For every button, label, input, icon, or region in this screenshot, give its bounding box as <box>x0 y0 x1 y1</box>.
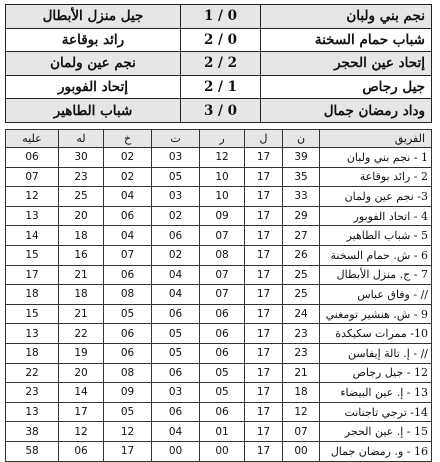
goals-for-cell: 20 <box>59 363 104 383</box>
team-name: 6 - ش. حمام السخنة <box>320 245 432 265</box>
points-cell: 29 <box>283 206 320 226</box>
standings-row <box>6 422 432 442</box>
goals-for-cell: 21 <box>59 304 104 324</box>
away-team: جيل منزل الأبطال <box>6 5 181 29</box>
away-team: رائد بوقاعة <box>6 28 181 52</box>
match-row <box>6 5 432 29</box>
goals-for-cell: 18 <box>59 285 104 305</box>
points-cell: 23 <box>283 324 320 344</box>
played-cell: 17 <box>245 245 283 265</box>
team-name: 7 - ج. منزل الأبطال <box>320 265 432 285</box>
standings-row <box>6 265 432 285</box>
goals-against-cell: 38 <box>6 422 59 442</box>
drawn-cell: 05 <box>152 324 200 344</box>
points-cell: 26 <box>283 245 320 265</box>
drawn-cell: 03 <box>152 187 200 207</box>
goals-for-cell: 25 <box>59 187 104 207</box>
drawn-cell: 06 <box>152 304 200 324</box>
match-score: 2 / 2 <box>181 52 261 76</box>
match-results-table <box>5 4 432 123</box>
team-name: 14- ترجي تاجنانت <box>320 402 432 422</box>
drawn-cell: 04 <box>152 422 200 442</box>
lost-cell: 08 <box>104 363 152 383</box>
goals-against-cell: 12 <box>6 187 59 207</box>
goals-for-cell: 19 <box>59 343 104 363</box>
lost-cell: 06 <box>104 206 152 226</box>
standings-row <box>6 285 432 305</box>
drawn-cell: 05 <box>152 343 200 363</box>
match-score: 2 / 1 <box>181 75 261 99</box>
goals-for-cell: 20 <box>59 206 104 226</box>
team-name: 9 - ش. هنشير تومغني <box>320 304 432 324</box>
standings-table <box>5 129 432 462</box>
standings-header <box>6 130 432 148</box>
played-cell: 17 <box>245 422 283 442</box>
played-cell: 17 <box>245 265 283 285</box>
away-team: نجم عين ولمان <box>6 52 181 76</box>
away-team: شباب الطاهير <box>6 99 181 123</box>
standings-row <box>6 441 432 461</box>
drawn-cell: 00 <box>152 441 200 461</box>
played-cell: 17 <box>245 304 283 324</box>
points-cell: 33 <box>283 187 320 207</box>
standings-row <box>6 383 432 403</box>
header-team: الفريق <box>320 130 432 148</box>
goals-for-cell: 16 <box>59 245 104 265</box>
team-name: // - وفاق عباس <box>320 285 432 305</box>
lost-cell: 05 <box>104 304 152 324</box>
lost-cell: 09 <box>104 383 152 403</box>
goals-for-cell: 22 <box>59 324 104 344</box>
lost-cell: 17 <box>104 441 152 461</box>
lost-cell: 06 <box>104 265 152 285</box>
points-cell: 39 <box>283 148 320 168</box>
standings-row <box>6 226 432 246</box>
points-cell: 00 <box>283 441 320 461</box>
drawn-cell: 05 <box>152 167 200 187</box>
won-cell: 08 <box>200 245 245 265</box>
goals-against-cell: 22 <box>6 363 59 383</box>
goals-against-cell: 13 <box>6 402 59 422</box>
lost-cell: 08 <box>104 285 152 305</box>
played-cell: 17 <box>245 441 283 461</box>
header-points: ن <box>283 130 320 148</box>
points-cell: 23 <box>283 343 320 363</box>
drawn-cell: 03 <box>152 148 200 168</box>
goals-against-cell: 14 <box>6 226 59 246</box>
lost-cell: 05 <box>104 402 152 422</box>
header-drawn: ت <box>152 130 200 148</box>
goals-against-cell: 18 <box>6 343 59 363</box>
match-score: 3 / 0 <box>181 99 261 123</box>
played-cell: 17 <box>245 324 283 344</box>
lost-cell: 12 <box>104 422 152 442</box>
goals-against-cell: 07 <box>6 167 59 187</box>
points-cell: 27 <box>283 226 320 246</box>
match-row <box>6 75 432 99</box>
won-cell: 06 <box>200 402 245 422</box>
team-name: 3- نجم عين ولمان <box>320 187 432 207</box>
points-cell: 12 <box>283 402 320 422</box>
points-cell: 21 <box>283 363 320 383</box>
played-cell: 17 <box>245 343 283 363</box>
goals-for-cell: 17 <box>59 402 104 422</box>
standings-row <box>6 363 432 383</box>
drawn-cell: 06 <box>152 226 200 246</box>
drawn-cell: 02 <box>152 245 200 265</box>
goals-for-cell: 21 <box>59 265 104 285</box>
team-name: 1 - نجم بني ولبان <box>320 148 432 168</box>
standings-row <box>6 187 432 207</box>
home-team: جيل رجاص <box>261 75 432 99</box>
goals-against-cell: 18 <box>6 285 59 305</box>
standings-row <box>6 206 432 226</box>
played-cell: 17 <box>245 187 283 207</box>
points-cell: 24 <box>283 304 320 324</box>
won-cell: 07 <box>200 226 245 246</box>
standings-row <box>6 245 432 265</box>
points-cell: 25 <box>283 265 320 285</box>
match-score: 2 / 0 <box>181 28 261 52</box>
played-cell: 17 <box>245 363 283 383</box>
lost-cell: 04 <box>104 187 152 207</box>
standings-body <box>6 148 432 462</box>
drawn-cell: 02 <box>152 206 200 226</box>
goals-for-cell: 18 <box>59 226 104 246</box>
played-cell: 17 <box>245 148 283 168</box>
match-row <box>6 28 432 52</box>
goals-against-cell: 58 <box>6 441 59 461</box>
points-cell: 07 <box>283 422 320 442</box>
won-cell: 12 <box>200 148 245 168</box>
team-name: // - إ. تالة إيفاسن <box>320 343 432 363</box>
home-team: نجم بني ولبان <box>261 5 432 29</box>
home-team: وداد رمضان جمال <box>261 99 432 123</box>
goals-for-cell: 14 <box>59 383 104 403</box>
played-cell: 17 <box>245 167 283 187</box>
team-name: 4 - اتحاد الفوبور <box>320 206 432 226</box>
team-name: 15 - إ. عين الحجر <box>320 422 432 442</box>
goals-for-cell: 23 <box>59 167 104 187</box>
won-cell: 10 <box>200 167 245 187</box>
drawn-cell: 06 <box>152 363 200 383</box>
goals-against-cell: 13 <box>6 324 59 344</box>
points-cell: 25 <box>283 285 320 305</box>
team-name: 16 - و. رمضان جمال <box>320 441 432 461</box>
points-cell: 18 <box>283 383 320 403</box>
goals-for-cell: 30 <box>59 148 104 168</box>
played-cell: 17 <box>245 402 283 422</box>
match-score: 1 / 0 <box>181 5 261 29</box>
drawn-cell: 04 <box>152 285 200 305</box>
team-name: 10- ممرات سكيكدة <box>320 324 432 344</box>
played-cell: 17 <box>245 206 283 226</box>
standings-header-row <box>6 130 432 148</box>
standings-row <box>6 343 432 363</box>
goals-against-cell: 23 <box>6 383 59 403</box>
goals-for-cell: 06 <box>59 441 104 461</box>
header-goals-against: عليه <box>6 130 59 148</box>
drawn-cell: 06 <box>152 402 200 422</box>
won-cell: 01 <box>200 422 245 442</box>
won-cell: 06 <box>200 324 245 344</box>
home-team: شباب حمام السخنة <box>261 28 432 52</box>
lost-cell: 02 <box>104 167 152 187</box>
goals-against-cell: 17 <box>6 265 59 285</box>
won-cell: 05 <box>200 383 245 403</box>
goals-for-cell: 12 <box>59 422 104 442</box>
standings-row <box>6 324 432 344</box>
match-results-body <box>6 5 432 123</box>
goals-against-cell: 06 <box>6 148 59 168</box>
drawn-cell: 03 <box>152 383 200 403</box>
played-cell: 17 <box>245 383 283 403</box>
lost-cell: 04 <box>104 226 152 246</box>
played-cell: 17 <box>245 226 283 246</box>
points-cell: 35 <box>283 167 320 187</box>
team-name: 5 - شباب الطاهير <box>320 226 432 246</box>
won-cell: 06 <box>200 304 245 324</box>
team-name: 2 - رائد بوقاعة <box>320 167 432 187</box>
won-cell: 06 <box>200 343 245 363</box>
goals-against-cell: 15 <box>6 304 59 324</box>
lost-cell: 06 <box>104 324 152 344</box>
won-cell: 07 <box>200 285 245 305</box>
header-goals-for: له <box>59 130 104 148</box>
header-lost: خ <box>104 130 152 148</box>
won-cell: 00 <box>200 441 245 461</box>
standings-row <box>6 304 432 324</box>
standings-row <box>6 148 432 168</box>
team-name: 13 - إ. عين البيضاء <box>320 383 432 403</box>
header-won: ر <box>200 130 245 148</box>
standings-row <box>6 167 432 187</box>
played-cell: 17 <box>245 285 283 305</box>
goals-against-cell: 13 <box>6 206 59 226</box>
match-row <box>6 52 432 76</box>
won-cell: 09 <box>200 206 245 226</box>
won-cell: 07 <box>200 265 245 285</box>
won-cell: 05 <box>200 363 245 383</box>
home-team: إتحاد عين الحجر <box>261 52 432 76</box>
header-played: ل <box>245 130 283 148</box>
goals-against-cell: 15 <box>6 245 59 265</box>
match-row <box>6 99 432 123</box>
lost-cell: 02 <box>104 148 152 168</box>
drawn-cell: 04 <box>152 265 200 285</box>
lost-cell: 07 <box>104 245 152 265</box>
team-name: 12 - جيل رجاص <box>320 363 432 383</box>
standings-row <box>6 402 432 422</box>
away-team: إتحاد الفوبور <box>6 75 181 99</box>
lost-cell: 06 <box>104 343 152 363</box>
won-cell: 10 <box>200 187 245 207</box>
